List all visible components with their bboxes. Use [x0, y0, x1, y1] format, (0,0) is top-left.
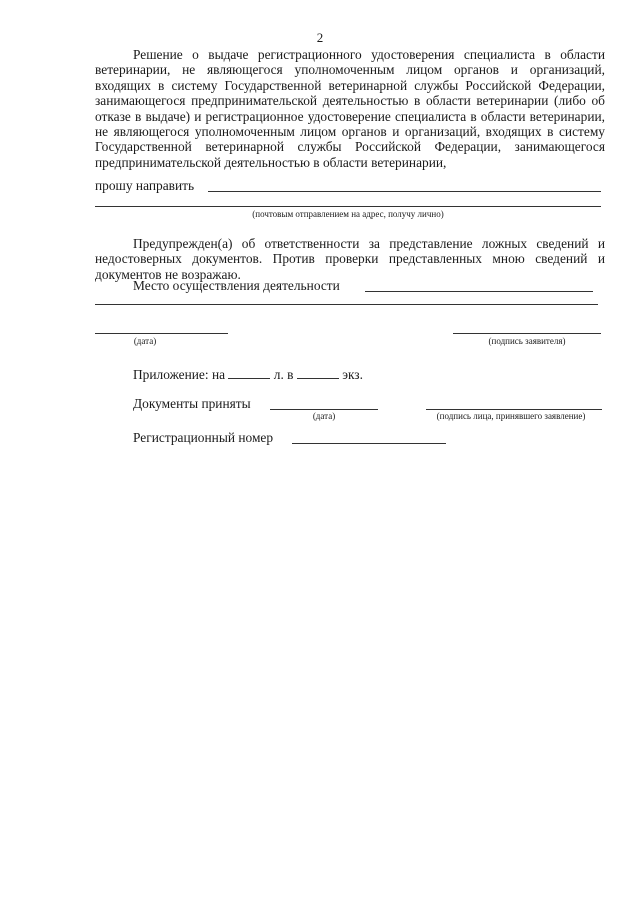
send-line[interactable] — [208, 191, 601, 192]
location-label: Место осуществления деятельности — [133, 278, 340, 293]
sheets-blank[interactable] — [228, 367, 270, 379]
location-line[interactable] — [365, 291, 593, 292]
location-row — [133, 278, 340, 294]
registration-row — [133, 430, 273, 446]
send-row — [95, 178, 194, 194]
date-line[interactable] — [95, 333, 228, 334]
location-line-2[interactable] — [95, 304, 598, 305]
docs-date-caption: (дата) — [312, 411, 336, 421]
signature-line[interactable] — [453, 333, 601, 334]
send-line-2[interactable] — [95, 206, 601, 207]
signature-caption: (подпись заявителя) — [488, 336, 566, 346]
decision-paragraph: Решение о выдаче регистрационного удостоверения специалиста в области ветеринарии, не являющегося уполномоченным лицом органов и организаций, входящих в систему Государственной ветеринарной службы Российской Федерации, занимающегося предпринимательской деятельностью в области ветеринарии (либо об отказе в выдаче) и регистрационное удостоверение специалиста в области ветеринарии, не являющегося уполномоченным лицом органов и организаций, входящих в систему Государственной ветеринарной службы Российской Федерации, занимающегося предпринимательской деятельностью в области ветеринарии, — [95, 47, 605, 170]
delivery-caption: (почтовым отправлением на адрес, получу лично) — [252, 209, 444, 219]
registration-line[interactable] — [292, 443, 446, 444]
receiver-signature-caption: (подпись лица, принявшего заявление) — [436, 411, 586, 421]
send-label: прошу направить — [95, 178, 195, 193]
date-caption: (дата) — [133, 336, 157, 346]
copies-blank[interactable] — [297, 367, 339, 379]
page-number: 2 — [316, 30, 324, 45]
attachment-prefix: Приложение: на — [133, 367, 226, 382]
registration-label: Регистрационный номер — [133, 430, 274, 445]
warning-paragraph: Предупрежден(а) об ответственности за представление ложных сведений и недостоверных документов. Против проверки представленных мною сведений и документов не возражаю. — [95, 236, 605, 282]
attachment-row — [133, 367, 363, 383]
docs-accepted-row — [133, 396, 251, 412]
receiver-signature-line[interactable] — [426, 409, 602, 410]
docs-accepted-label: Документы приняты — [133, 396, 251, 411]
docs-date-line[interactable] — [270, 409, 378, 410]
attachment-suffix: экз. — [342, 367, 363, 382]
attachment-middle: л. в — [273, 367, 294, 382]
